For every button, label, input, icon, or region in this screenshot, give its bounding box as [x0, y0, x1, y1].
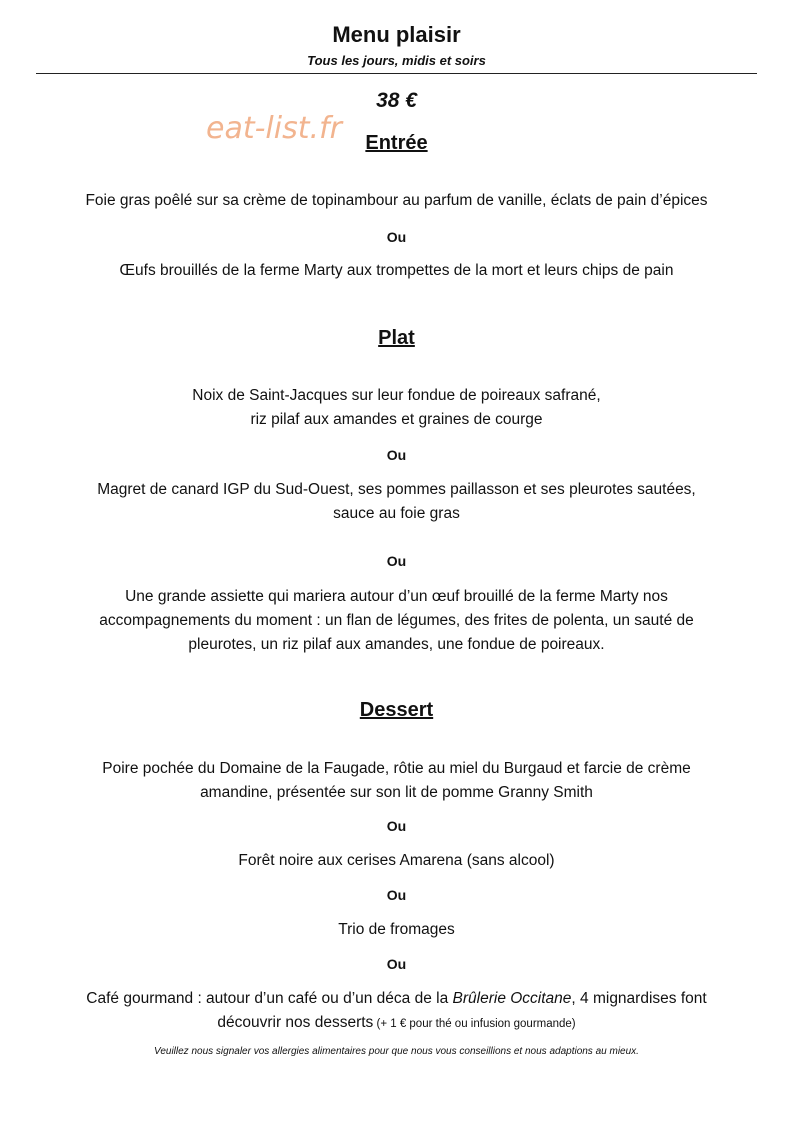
- or-separator: Ou: [386, 553, 407, 569]
- section-heading-plat: Plat: [378, 327, 415, 349]
- entree-dish-1: Foie gras poêlé sur sa crème de topinambour au parfum de vanille, éclats de pain d’épices: [85, 192, 708, 209]
- plat-dish-3: [0, 585, 793, 657]
- or-separator: Ou: [386, 818, 407, 834]
- dessert-dish-4-text-c: découvrir nos desserts: [217, 1014, 374, 1031]
- plat-dish-1: [0, 384, 793, 432]
- dessert-dish-1-line-1: Poire pochée du Domaine de la Faugade, rôtie au miel du Burgaud et farcie de crème: [102, 760, 691, 777]
- dessert-dish-4-text-a: Café gourmand : autour d’un café ou d’un déca de la: [86, 990, 453, 1007]
- dessert-dish-4-brand: Brûlerie Occitane: [452, 990, 572, 1007]
- or-separator: Ou: [386, 229, 407, 245]
- plat-dish-3-line-1: Une grande assiette qui mariera autour d’un œuf brouillé de la ferme Marty nos: [125, 588, 668, 605]
- dessert-dish-4-line-1: [0, 987, 793, 1011]
- allergy-note: Veuillez nous signaler vos allergies alimentaires pour que nous vous conseillions et nous adaptions au mieux.: [154, 1046, 639, 1057]
- entree-dish-2: Œufs brouillés de la ferme Marty aux trompettes de la mort et leurs chips de pain: [119, 262, 674, 279]
- menu-title: Menu plaisir: [332, 22, 461, 47]
- section-heading-dessert: Dessert: [359, 699, 434, 721]
- plat-dish-2-line-2: sauce au foie gras: [333, 505, 460, 522]
- dessert-dish-4-line-2: [0, 1011, 793, 1036]
- or-separator: Ou: [386, 447, 407, 463]
- menu-subtitle: Tous les jours, midis et soirs: [307, 53, 486, 68]
- dessert-dish-4-text-b: , 4 mignardises font: [571, 990, 707, 1007]
- or-separator: Ou: [386, 887, 407, 903]
- menu-price: 38 €: [376, 89, 417, 112]
- plat-dish-1-line-1: Noix de Saint-Jacques sur leur fondue de poireaux safrané,: [192, 387, 601, 404]
- plat-dish-3-line-3: pleurotes, un riz pilaf aux amandes, une fondue de poireaux.: [188, 636, 605, 653]
- or-separator: Ou: [386, 956, 407, 972]
- header-divider: [36, 73, 757, 74]
- plat-dish-2-line-1: Magret de canard IGP du Sud-Ouest, ses pommes paillasson et ses pleurotes sautées,: [97, 481, 696, 498]
- dessert-dish-4: [0, 987, 793, 1036]
- plat-dish-3-line-2: accompagnements du moment : un flan de légumes, des frites de polenta, un sauté de: [99, 612, 694, 629]
- watermark-logo: eat-list.fr: [206, 111, 342, 146]
- section-heading-entree: Entrée: [365, 132, 428, 154]
- plat-dish-2: [0, 478, 793, 526]
- plat-dish-1-line-2: riz pilaf aux amandes et graines de courge: [250, 411, 543, 428]
- dessert-dish-3: Trio de fromages: [338, 921, 455, 938]
- dessert-dish-1: [0, 757, 793, 805]
- dessert-dish-2: Forêt noire aux cerises Amarena (sans alcool): [238, 852, 555, 869]
- dessert-dish-4-supplement: (+ 1 € pour thé ou infusion gourmande): [373, 1018, 576, 1030]
- dessert-dish-1-line-2: amandine, présentée sur son lit de pomme Granny Smith: [200, 784, 593, 801]
